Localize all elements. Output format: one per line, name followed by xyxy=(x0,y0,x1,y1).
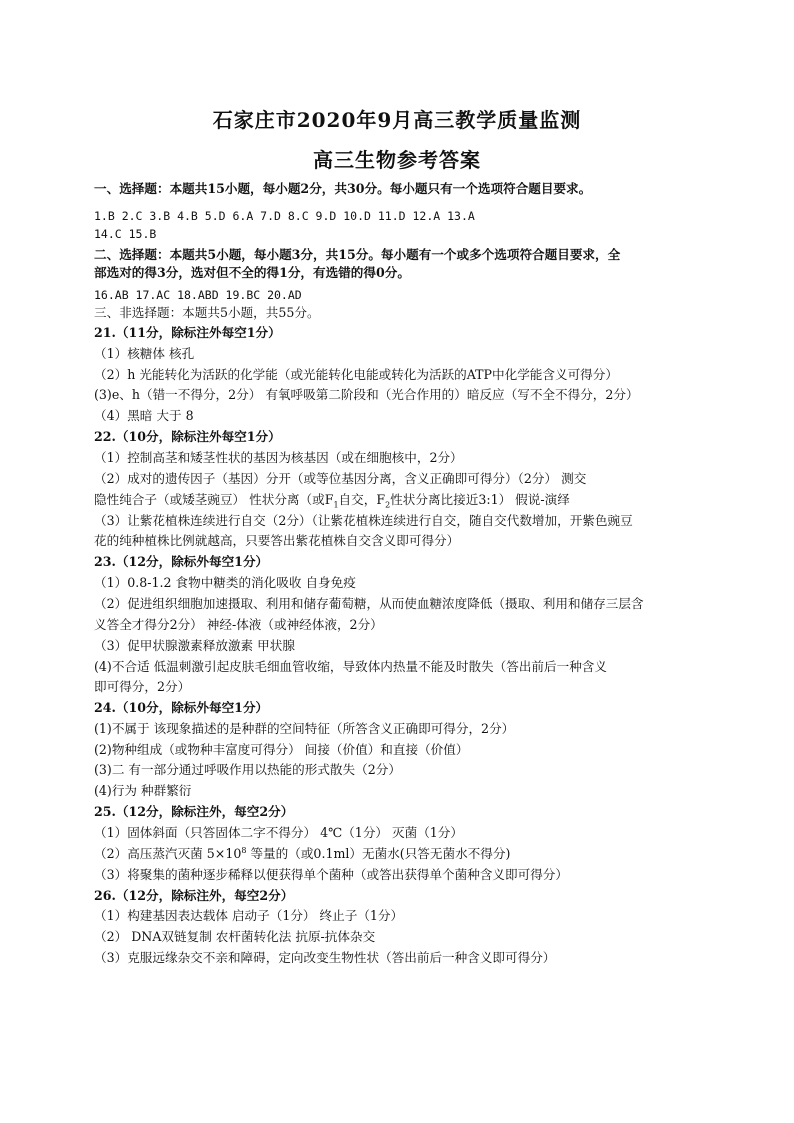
q21-answer-2: （2）h 光能转化为活跃的化学能（或光能转化电能或转化为活跃的ATP中化学能含义可得分） xyxy=(94,367,618,382)
q22-text-a: 隐性纯合子（或矮茎豌豆） 性状分离（或F xyxy=(94,492,334,507)
q23-answer-3: （3）促甲状腺激素释放激素 甲状腺 xyxy=(94,638,295,653)
q21-answer-3: (3)e、h（错一不得分，2分） 有氧呼吸第二阶段和（光合作用的）暗反应（写不全不得分，2分） xyxy=(94,387,639,402)
q22-subscript-1: 1 xyxy=(333,500,339,510)
q22-answer-1: （1）控制高茎和矮茎性状的基因为核基因（或在细胞核中，2分） xyxy=(94,450,463,465)
q22-subscript-2: 2 xyxy=(385,500,391,510)
q25-text-b: 等量的（或0.1ml）无菌水(只答无菌水不得分) xyxy=(246,846,511,861)
q25-answer-1: （1）固体斜面（只答固体二字不得分） 4℃（1分） 灭菌（1分） xyxy=(94,825,463,840)
question-21-heading: 21.（11分，除标注外每空1分） xyxy=(94,325,281,340)
q24-answer-1: (1)不属于 该现象描述的是种群的空间特征（所答含义正确即可得分，2分） xyxy=(94,721,515,736)
q23-answer-4-continued: 即可得分，2分） xyxy=(94,679,191,694)
section-2-heading-line-2: 部选对的得3分，选对但不全的得1分，有选错的得0分。 xyxy=(94,265,410,280)
question-24-heading: 24.（10分，除标外每空1分） xyxy=(94,700,269,715)
q24-answer-3: (3)二 有一部分通过呼吸作用以热能的形式散失（2分） xyxy=(94,762,401,777)
section-1-answers-row-1: 1.B 2.C 3.B 4.B 5.D 6.A 7.D 8.C 9.D 10.D 11.D 12.A 13.A xyxy=(94,209,475,223)
q26-answer-2: （2） DNA双链复制 农杆菌转化法 抗原-抗体杂交 xyxy=(94,929,376,944)
q25-answer-3: （3）将聚集的菌种逐步稀释以便获得单个菌种（或答出获得单个菌种含义即可得分） xyxy=(94,867,568,882)
q25-answer-2 xyxy=(94,845,714,863)
question-26-heading: 26.（12分，除标注外，每空2分） xyxy=(94,888,294,903)
q22-answer-3-continued: 花的纯种植株比例就越高，只要答出紫花植株自交含义即可得分） xyxy=(94,533,460,548)
q25-superscript: 8 xyxy=(241,845,247,855)
q22-text-b: 自交，F xyxy=(338,492,386,507)
q26-answer-1: （1）构建基因表达载体 启动子（1分） 终止子（1分） xyxy=(94,908,404,923)
page-subtitle: 高三生物参考答案 xyxy=(313,148,481,172)
page-title: 石家庄市2020年9月高三教学质量监测 xyxy=(212,108,582,132)
q22-answer-2-continued xyxy=(94,491,714,509)
section-1-answers-row-2: 14.C 15.B xyxy=(94,227,157,241)
question-23-heading: 23.（12分，除标外每空1分） xyxy=(94,554,269,569)
q26-answer-3: （3）克服远缘杂交不亲和障碍，定向改变生物性状（答出前后一种含义即可得分） xyxy=(94,950,556,965)
q21-answer-4: （4）黑暗 大于 8 xyxy=(94,408,194,423)
q23-answer-2: （2）促进组织细胞加速摄取、利用和储存葡萄糖，从而使血糖浓度降低（摄取、利用和储存三层含 xyxy=(94,596,644,611)
q23-answer-1: （1）0.8-1.2 食物中糖类的消化吸收 自身免疫 xyxy=(94,575,356,590)
q22-answer-2: （2）成对的遗传因子（基因）分开（或等位基因分离，含义正确即可得分）（2分） 测交 xyxy=(94,471,587,486)
q22-answer-3: （3）让紫花植株连续进行自交（2分）（让紫花植株连续进行自交，随自交代数增加，开紫色豌豆 xyxy=(94,513,633,528)
question-22-heading: 22.（10分，除标注外每空1分） xyxy=(94,429,281,444)
q23-answer-2-continued: 义答全才得分2分） 神经-体液（或神经体液，2分） xyxy=(94,617,383,632)
q24-answer-2: (2)物种组成（或物种丰富度可得分） 间接（价值）和直接（价值） xyxy=(94,742,469,757)
q24-answer-4: (4)行为 种群繁衍 xyxy=(94,783,192,798)
section-1-heading: 一、选择题：本题共15小题，每小题2分，共30分。每小题只有一个选项符合题目要求。 xyxy=(94,181,592,196)
section-2-answers: 16.AB 17.AC 18.ABD 19.BC 20.AD xyxy=(94,288,302,302)
q22-text-c: 性状分离比接近3:1） 假说-演绎 xyxy=(390,492,570,507)
section-2-heading-line-1: 二、选择题：本题共5小题，每小题3分，共15分。每小题有一个或多个选项符合题目要求，全 xyxy=(94,247,621,262)
q25-text-a: （2）高压蒸汽灭菌 5×10 xyxy=(94,846,242,861)
question-25-heading: 25.（12分，除标注外，每空2分） xyxy=(94,804,294,819)
q23-answer-4: (4)不合适 低温刺激引起皮肤毛细血管收缩，导致体内热量不能及时散失（答出前后一种含义 xyxy=(94,659,607,674)
q21-answer-1: （1）核糖体 核孔 xyxy=(94,346,195,361)
section-3-heading: 三、非选择题：本题共5小题，共55分。 xyxy=(94,305,320,320)
